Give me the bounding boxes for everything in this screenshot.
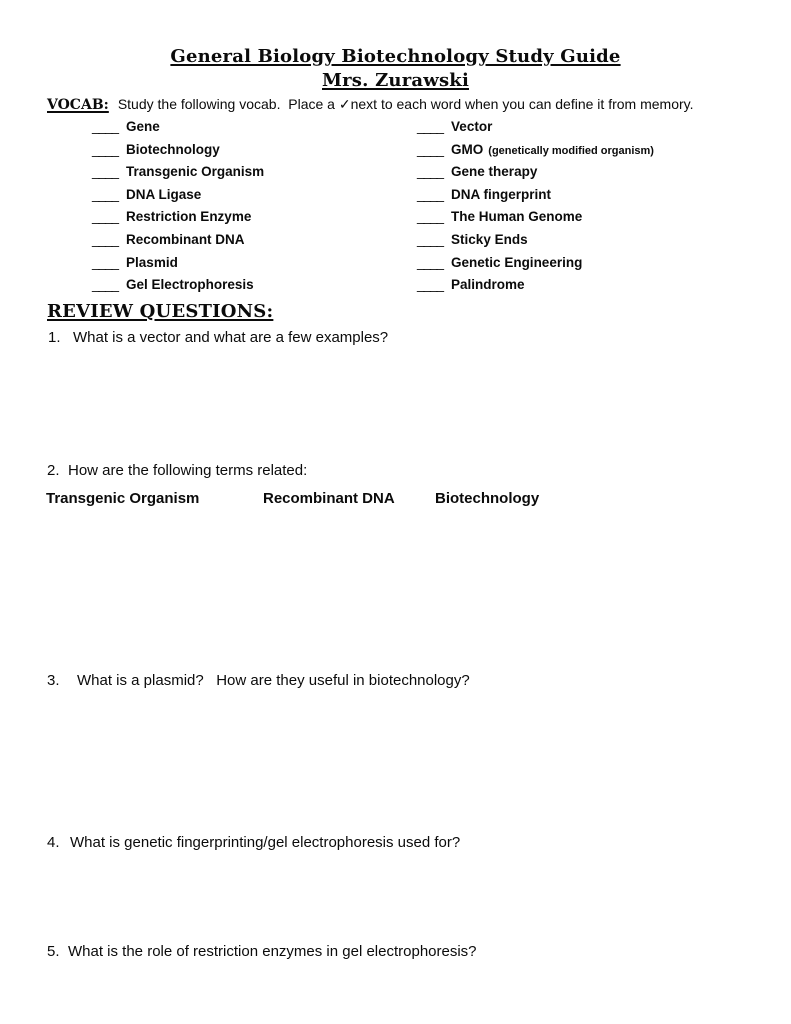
blank-line: ____ [417, 231, 444, 247]
question-2 [47, 461, 307, 481]
vocab-item-genetic-engineering [417, 252, 654, 275]
vocab-term: DNA Ligase [126, 186, 202, 202]
vocab-item-dna-fingerprint [417, 184, 654, 207]
vocab-item-gene-therapy [417, 161, 654, 184]
checkmark-glyph: ✓ [338, 96, 351, 112]
vocab-heading: VOCAB: [47, 97, 109, 113]
question-5 [47, 942, 477, 962]
blank-line: ____ [92, 209, 119, 225]
vocab-instructions-pre: Study the following vocab. Place a [117, 96, 339, 112]
blank-line: ____ [417, 254, 444, 270]
vocab-term: Gene therapy [451, 164, 538, 180]
question-number: 3. [47, 672, 60, 689]
vocab-term: Vector [451, 119, 493, 134]
vocab-item-gene [92, 116, 269, 139]
blank-line: ____ [92, 277, 119, 293]
question-number: 4. [47, 834, 60, 851]
vocab-item-dna-ligase [92, 184, 269, 207]
vocab-item-vector [417, 116, 654, 139]
vocab-item-restriction-enzyme [92, 206, 269, 229]
question-text: What is genetic fingerprinting/gel electrophoresis used for? [70, 834, 461, 851]
question-text: What is a plasmid? How are they useful in biotechnology? [77, 672, 470, 689]
question-number: 1. [48, 329, 61, 346]
blank-line: ____ [92, 119, 119, 134]
vocab-column-left [92, 116, 269, 297]
blank-line: ____ [417, 277, 444, 293]
related-term-biotechnology: Biotechnology [435, 490, 540, 507]
vocab-term: Gene [126, 119, 160, 134]
vocab-instructions-line [47, 94, 694, 115]
vocab-term: Plasmid [126, 254, 178, 270]
related-term-recombinant-dna: Recombinant DNA [263, 490, 395, 507]
vocab-term: Genetic Engineering [451, 254, 583, 270]
vocab-term: Palindrome [451, 277, 525, 293]
vocab-term: Gel Electrophoresis [126, 277, 254, 293]
vocab-column-right [417, 116, 654, 297]
vocab-item-plasmid [92, 252, 269, 275]
vocab-term: Sticky Ends [451, 231, 528, 247]
vocab-item-human-genome [417, 206, 654, 229]
question-3 [47, 671, 470, 691]
vocab-item-recombinant-dna [92, 229, 269, 252]
review-questions-heading: REVIEW QUESTIONS: [47, 301, 274, 322]
question-text: What is a vector and what are a few examples? [73, 329, 389, 346]
vocab-item-transgenic-organism [92, 161, 269, 184]
vocab-item-sticky-ends [417, 229, 654, 252]
question-4 [47, 833, 460, 853]
vocab-term: GMO [451, 141, 484, 157]
question-text: How are the following terms related: [68, 462, 308, 479]
related-term-transgenic-organism: Transgenic Organism [46, 490, 200, 507]
blank-line: ____ [417, 164, 444, 180]
vocab-term: Biotechnology [126, 141, 220, 157]
question-number: 5. [47, 943, 60, 960]
blank-line: ____ [92, 254, 119, 270]
blank-line: ____ [92, 141, 119, 157]
document-subtitle: Mrs. Zurawski [322, 70, 469, 91]
blank-line: ____ [417, 209, 444, 225]
vocab-term: DNA fingerprint [451, 186, 552, 202]
question-text: What is the role of restriction enzymes in gel electrophoresis? [68, 943, 477, 960]
vocab-term-note: (genetically modified organism) [488, 144, 654, 157]
blank-line: ____ [92, 231, 119, 247]
blank-line: ____ [92, 164, 119, 180]
blank-line: ____ [92, 186, 119, 202]
vocab-term: Transgenic Organism [126, 164, 265, 180]
blank-line: ____ [417, 186, 444, 202]
blank-line: ____ [417, 141, 444, 157]
question-1 [48, 328, 388, 348]
vocab-item-palindrome [417, 274, 654, 297]
related-terms-row [0, 488, 791, 510]
vocab-item-gel-electrophoresis [92, 274, 269, 297]
vocab-term: The Human Genome [451, 209, 583, 225]
vocab-item-biotechnology [92, 139, 269, 162]
document-title: General Biology Biotechnology Study Guide [170, 46, 621, 67]
vocab-instructions-post: next to each word when you can define it from memory. [350, 96, 694, 112]
vocab-item-gmo [417, 139, 654, 162]
vocab-term: Restriction Enzyme [126, 209, 252, 225]
question-number: 2. [47, 462, 60, 479]
vocab-term: Recombinant DNA [126, 231, 245, 247]
blank-line: ____ [417, 119, 444, 134]
